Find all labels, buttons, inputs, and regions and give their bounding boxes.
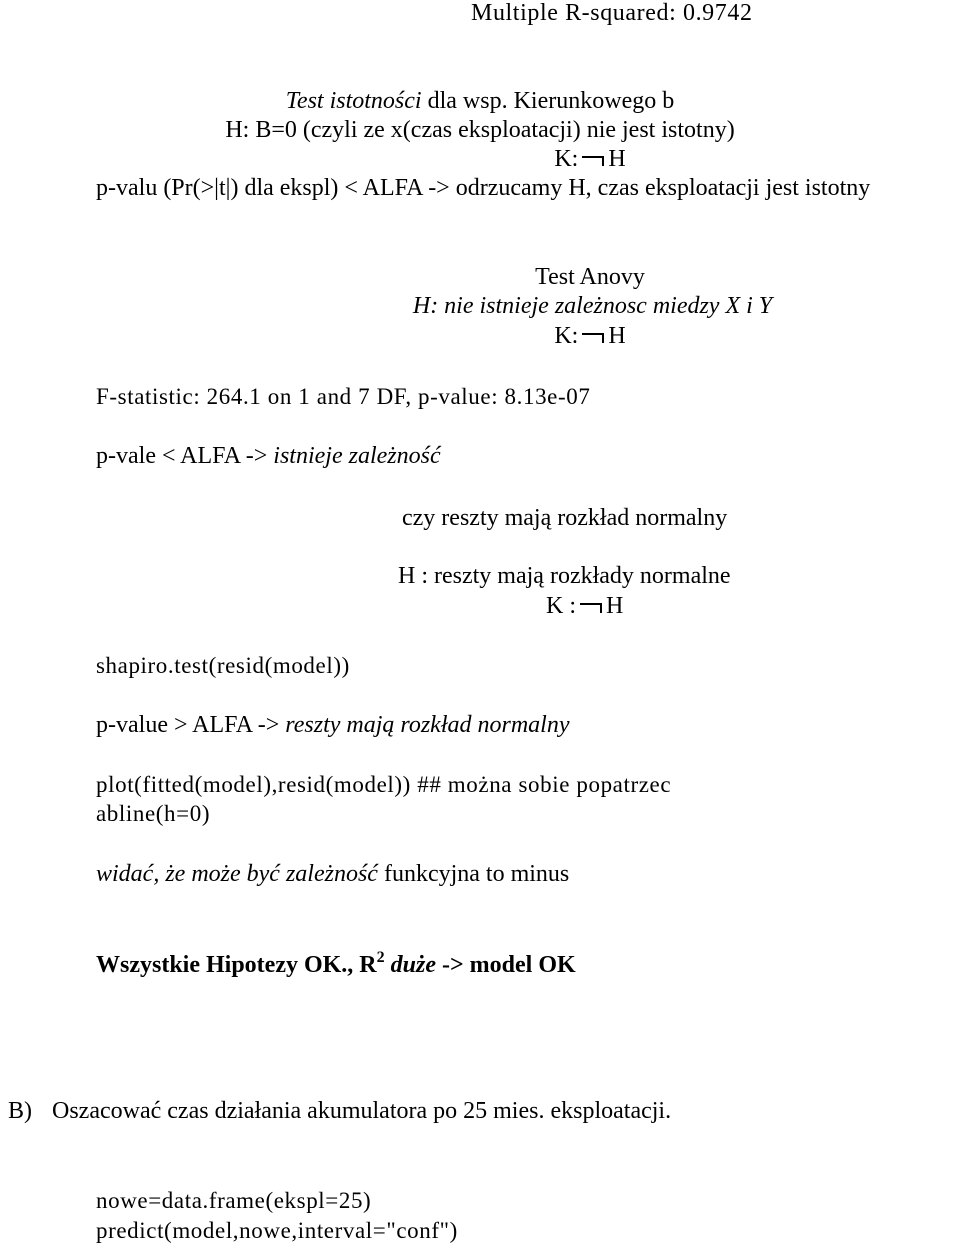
predict-command: predict(model,nowe,interval="conf") (96, 1218, 458, 1243)
f-statistic-line: F-statistic: 264.1 on 1 and 7 DF, p-value: 8.13e-07 (96, 384, 591, 409)
task-b-label: B) (8, 1098, 32, 1124)
normality-question: czy reszty mają rozkład normalny (402, 505, 728, 531)
residual-note-rest: funkcyjna to minus (377, 861, 570, 887)
k-label: K: (554, 146, 579, 172)
k-label: K : (546, 593, 576, 619)
plot-command: plot(fitted(model),resid(model)) ## można sobie popatrzec (96, 772, 672, 797)
summary-superscript: 2 (376, 949, 385, 966)
k-symbol: H (608, 323, 626, 349)
k-symbol: H (606, 593, 624, 619)
summary-line (96, 950, 576, 977)
normality-alternative (546, 594, 623, 618)
coef-test-title (0, 89, 960, 113)
task-b-text: Oszacować czas działania akumulatora po 25 mies. eksploatacji. (52, 1098, 672, 1124)
coef-test-title-rest: dla wsp. Kierunkowego b (421, 88, 675, 114)
summary-text1: Wszystkie Hipotezy OK., R (96, 952, 377, 978)
shapiro-command: shapiro.test(resid(model)) (96, 653, 350, 678)
summary-italic: duże (390, 952, 436, 978)
negation-icon (580, 601, 602, 613)
anova-hypothesis: H: nie istnieje zależnosc miedzy X i Y (412, 293, 773, 319)
coef-test-title-italic: Test istotności (285, 88, 422, 114)
anova-conclusion (96, 444, 441, 468)
residual-note-italic: widać, że może być zależność (96, 861, 378, 887)
k-label: K: (554, 323, 579, 349)
normality-hypothesis: H : reszty mają rozkłady normalne (398, 563, 731, 589)
residual-note (96, 862, 569, 886)
normality-conclusion-plain: p-value > ALFA -> (96, 712, 286, 738)
anova-conclusion-plain: p-vale < ALFA -> (96, 443, 274, 469)
anova-title: Test Anovy (535, 264, 645, 290)
newdata-command: nowe=data.frame(ekspl=25) (96, 1188, 372, 1213)
r-squared-line: Multiple R-squared: 0.9742 (471, 0, 753, 26)
coef-test-alternative (0, 147, 960, 171)
anova-alternative (0, 324, 960, 348)
negation-icon (582, 331, 604, 343)
coef-test-hypothesis: H: B=0 (czyli ze x(czas eksploatacji) nie jest istotny) (225, 117, 735, 143)
negation-icon (582, 154, 604, 166)
normality-conclusion (96, 713, 569, 737)
normality-conclusion-italic: reszty mają rozkład normalny (285, 712, 570, 738)
anova-conclusion-italic: istnieje zależność (273, 443, 441, 469)
summary-text2: -> model OK (435, 952, 576, 978)
coef-test-conclusion: p-valu (Pr(>|t|) dla ekspl) < ALFA -> odrzucamy H, czas eksploatacji jest istotny (96, 175, 871, 201)
abline-command: abline(h=0) (96, 801, 211, 826)
k-symbol: H (608, 146, 626, 172)
